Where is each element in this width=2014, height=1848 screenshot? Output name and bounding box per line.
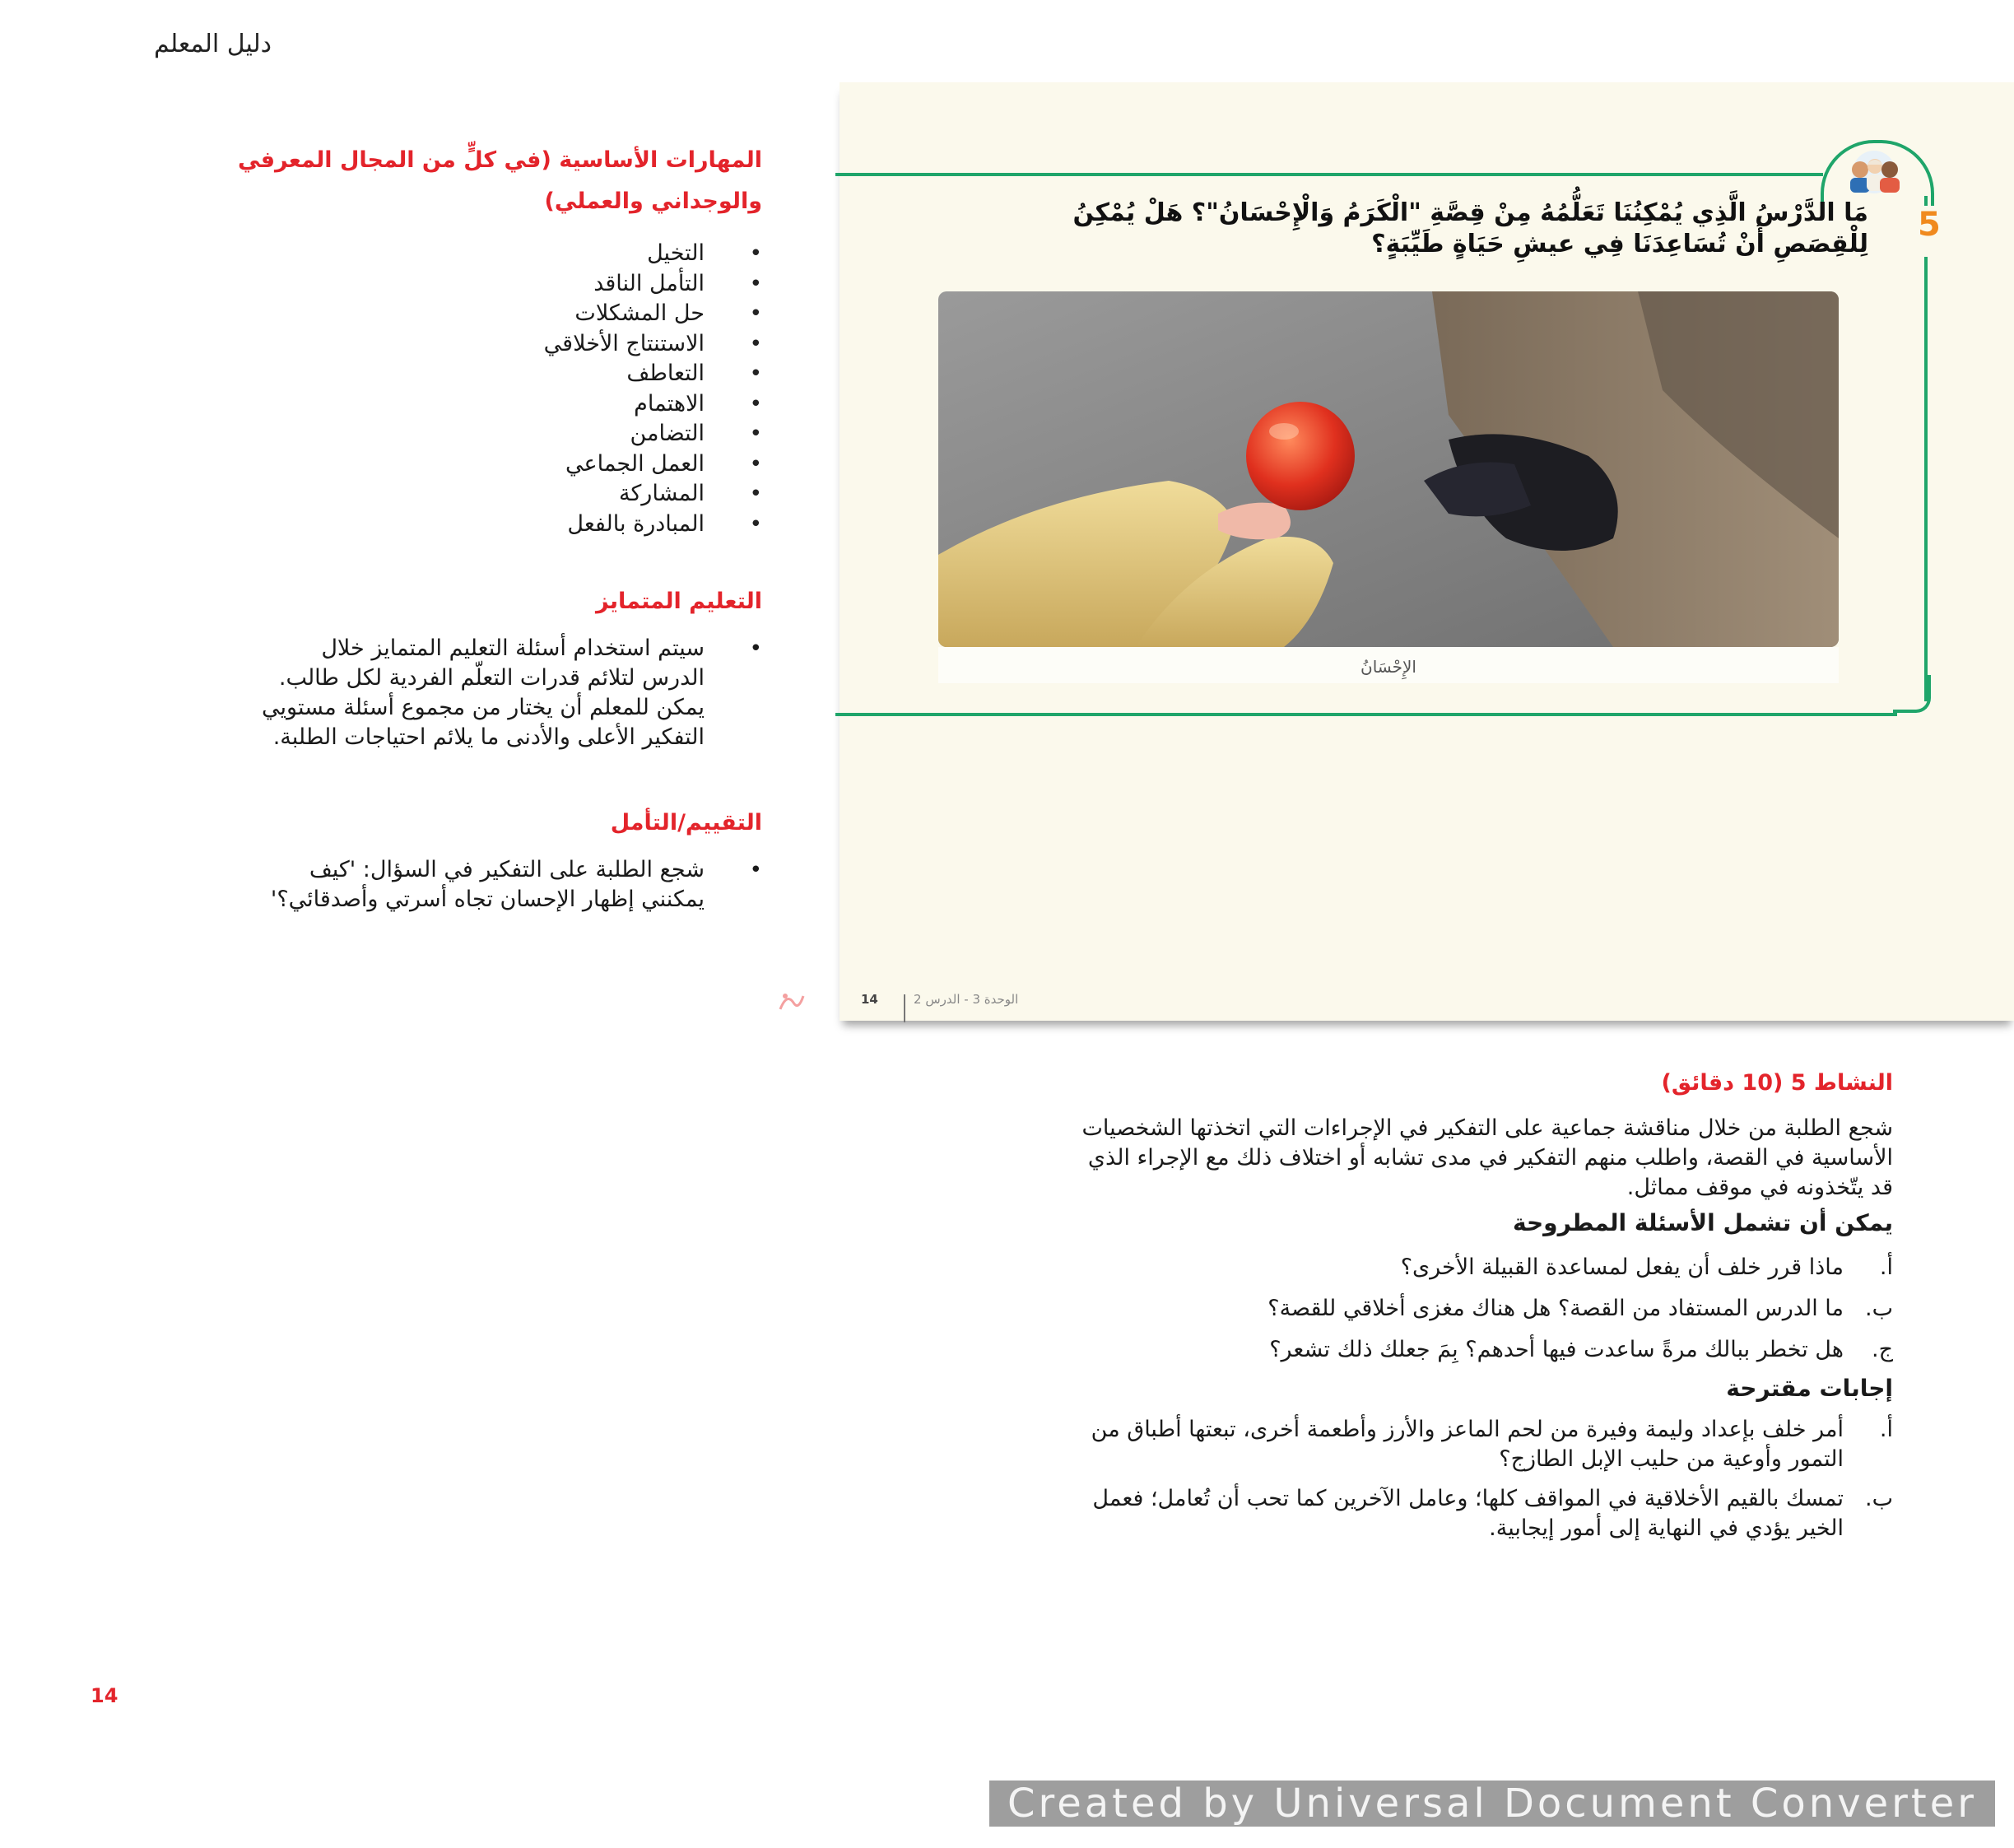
- activity-section: [856, 1070, 1893, 1543]
- list-item: الاستنتاج الأخلاقي •: [123, 329, 762, 360]
- photo-caption: الإِحْسَانُ: [1360, 657, 1416, 677]
- skills-list: [123, 239, 762, 539]
- text-line: قد يتّخذونه في موقف مماثل.: [1626, 1175, 1893, 1200]
- book-footer-divider: [904, 994, 905, 1022]
- question-number: 5: [1914, 206, 1944, 244]
- questions-heading: يمكن أن تشمل الأسئلة المطروحة: [1513, 1209, 1893, 1236]
- item-label: ب.: [1864, 1296, 1893, 1321]
- guide-title: دليل المعلم: [154, 30, 272, 58]
- list-item: المبادرة بالفعل •: [123, 510, 762, 540]
- question-line: مَا الدَّرْسُ الَّذِي يُمْكِنُنَا تَعَلُّمُهُ مِنْ قِصَّةِ "الْكَرَمُ وَالْإِحْسَانُ"؟ هَلْ يُمْكِنُ: [1072, 198, 1868, 227]
- differentiated-heading: التعليم المتمايز: [596, 589, 762, 614]
- frame-top-line: [835, 173, 1823, 176]
- answer-item: [856, 1484, 1893, 1543]
- activity-heading: النشاط 5 (10 دقائق): [1661, 1070, 1893, 1096]
- list-item: حل المشكلات •: [123, 299, 762, 329]
- list-item: التضامن •: [123, 419, 762, 449]
- skills-heading-cont: والوجداني والعملي): [544, 189, 762, 214]
- left-sidebar: [123, 140, 762, 915]
- kids-group-icon: [1837, 150, 1911, 194]
- activity-intro: [856, 1114, 1893, 1203]
- text-line: الدرس لتلائم قدرات التعلّم الفردية لكل طالب.: [278, 665, 705, 691]
- list-item: الاهتمام •: [123, 389, 762, 420]
- text-line: التفكير الأعلى والأدنى ما يلائم احتياجات الطلبة.: [272, 724, 705, 750]
- converter-watermark: Created by Universal Document Converter: [989, 1781, 1995, 1827]
- book-unit-label: الوحدة 3 - الدرس 2: [914, 992, 1019, 1007]
- photo-caption-box: [938, 647, 1839, 683]
- text-line: التمور وأوعية من حليب الإبل الطازج؟: [1499, 1446, 1844, 1472]
- text-line: سيتم استخدام أسئلة التعليم المتمايز خلال: [321, 635, 705, 661]
- list-item: العمل الجماعي •: [123, 449, 762, 480]
- page-number: 14: [91, 1684, 119, 1707]
- assessment-text: [123, 855, 762, 915]
- text-line: الخير يؤدي في النهاية إلى أمور إيجابية.: [1489, 1515, 1844, 1541]
- text-line: شجع الطلبة من خلال مناقشة جماعية على التفكير في الإجراءات التي اتخذتها الشخصيات: [1081, 1115, 1893, 1141]
- item-label: أ.: [1879, 1254, 1893, 1280]
- text-line: تمسك بالقيم الأخلاقية في المواقف كلها؛ وعامل الآخرين كما تحب أن تُعامل؛ فعمل: [1092, 1486, 1844, 1511]
- list-item: التأمل الناقد •: [123, 269, 762, 300]
- item-label: ب.: [1864, 1486, 1893, 1511]
- kindness-photo: [938, 291, 1839, 647]
- differentiated-text: [123, 634, 762, 752]
- text-line: يمكنني إظهار الإحسان تجاه أسرتي وأصدقائي؟': [270, 887, 705, 912]
- skills-heading: المهارات الأساسية (في كلٍّ من المجال المعرفي: [238, 147, 762, 173]
- answer-item: [856, 1415, 1893, 1474]
- publisher-logo-icon: [775, 985, 808, 1017]
- question-item: [856, 1294, 1893, 1324]
- question-item: [856, 1253, 1893, 1282]
- assessment-heading: التقييم/التأمل: [610, 810, 762, 836]
- question-item: [856, 1335, 1893, 1365]
- answers-heading: إجابات مقترحة: [1726, 1375, 1893, 1402]
- frame-bottom-line: [835, 713, 1897, 716]
- list-item: المشاركة •: [123, 479, 762, 510]
- text-line: يمكن للمعلم أن يختار من مجموع أسئلة مستويي: [262, 695, 705, 720]
- question-line: لِلْقِصَصِ أَنْ تُسَاعِدَنَا فِي عيشِ حَيَاةٍ طَيِّبَةٍ؟: [1371, 230, 1868, 258]
- list-item: التعاطف •: [123, 359, 762, 389]
- frame-bottom-corner: [1893, 675, 1931, 713]
- book-page-number: 14: [861, 992, 878, 1007]
- text-line: أمر خلف بإعداد وليمة وفيرة من لحم الماعز والأرز وأطعمة أخرى، تبعتها أطباق من: [1091, 1417, 1844, 1442]
- item-text: ماذا قرر خلف أن يفعل لمساعدة القبيلة الأخرى؟: [1400, 1254, 1844, 1280]
- question-text: [938, 198, 1868, 260]
- list-item: التخيل •: [123, 239, 762, 269]
- text-line: الأساسية في القصة، واطلب منهم التفكير في مدى تشابه أو اختلاف ذلك مع الإجراء الذي: [1087, 1145, 1893, 1171]
- item-text: ما الدرس المستفاد من القصة؟ هل هناك مغزى أخلاقي للقصة؟: [1267, 1296, 1844, 1321]
- item-label: ج.: [1871, 1337, 1893, 1362]
- frame-side-line: [1924, 257, 1928, 701]
- item-text: هل تخطر ببالك مرةً ساعدت فيها أحدهم؟ بِمَ جعلك ذلك تشعر؟: [1269, 1337, 1844, 1362]
- item-label: أ.: [1879, 1417, 1893, 1442]
- text-line: شجع الطلبة على التفكير في السؤال: 'كيف: [309, 857, 705, 882]
